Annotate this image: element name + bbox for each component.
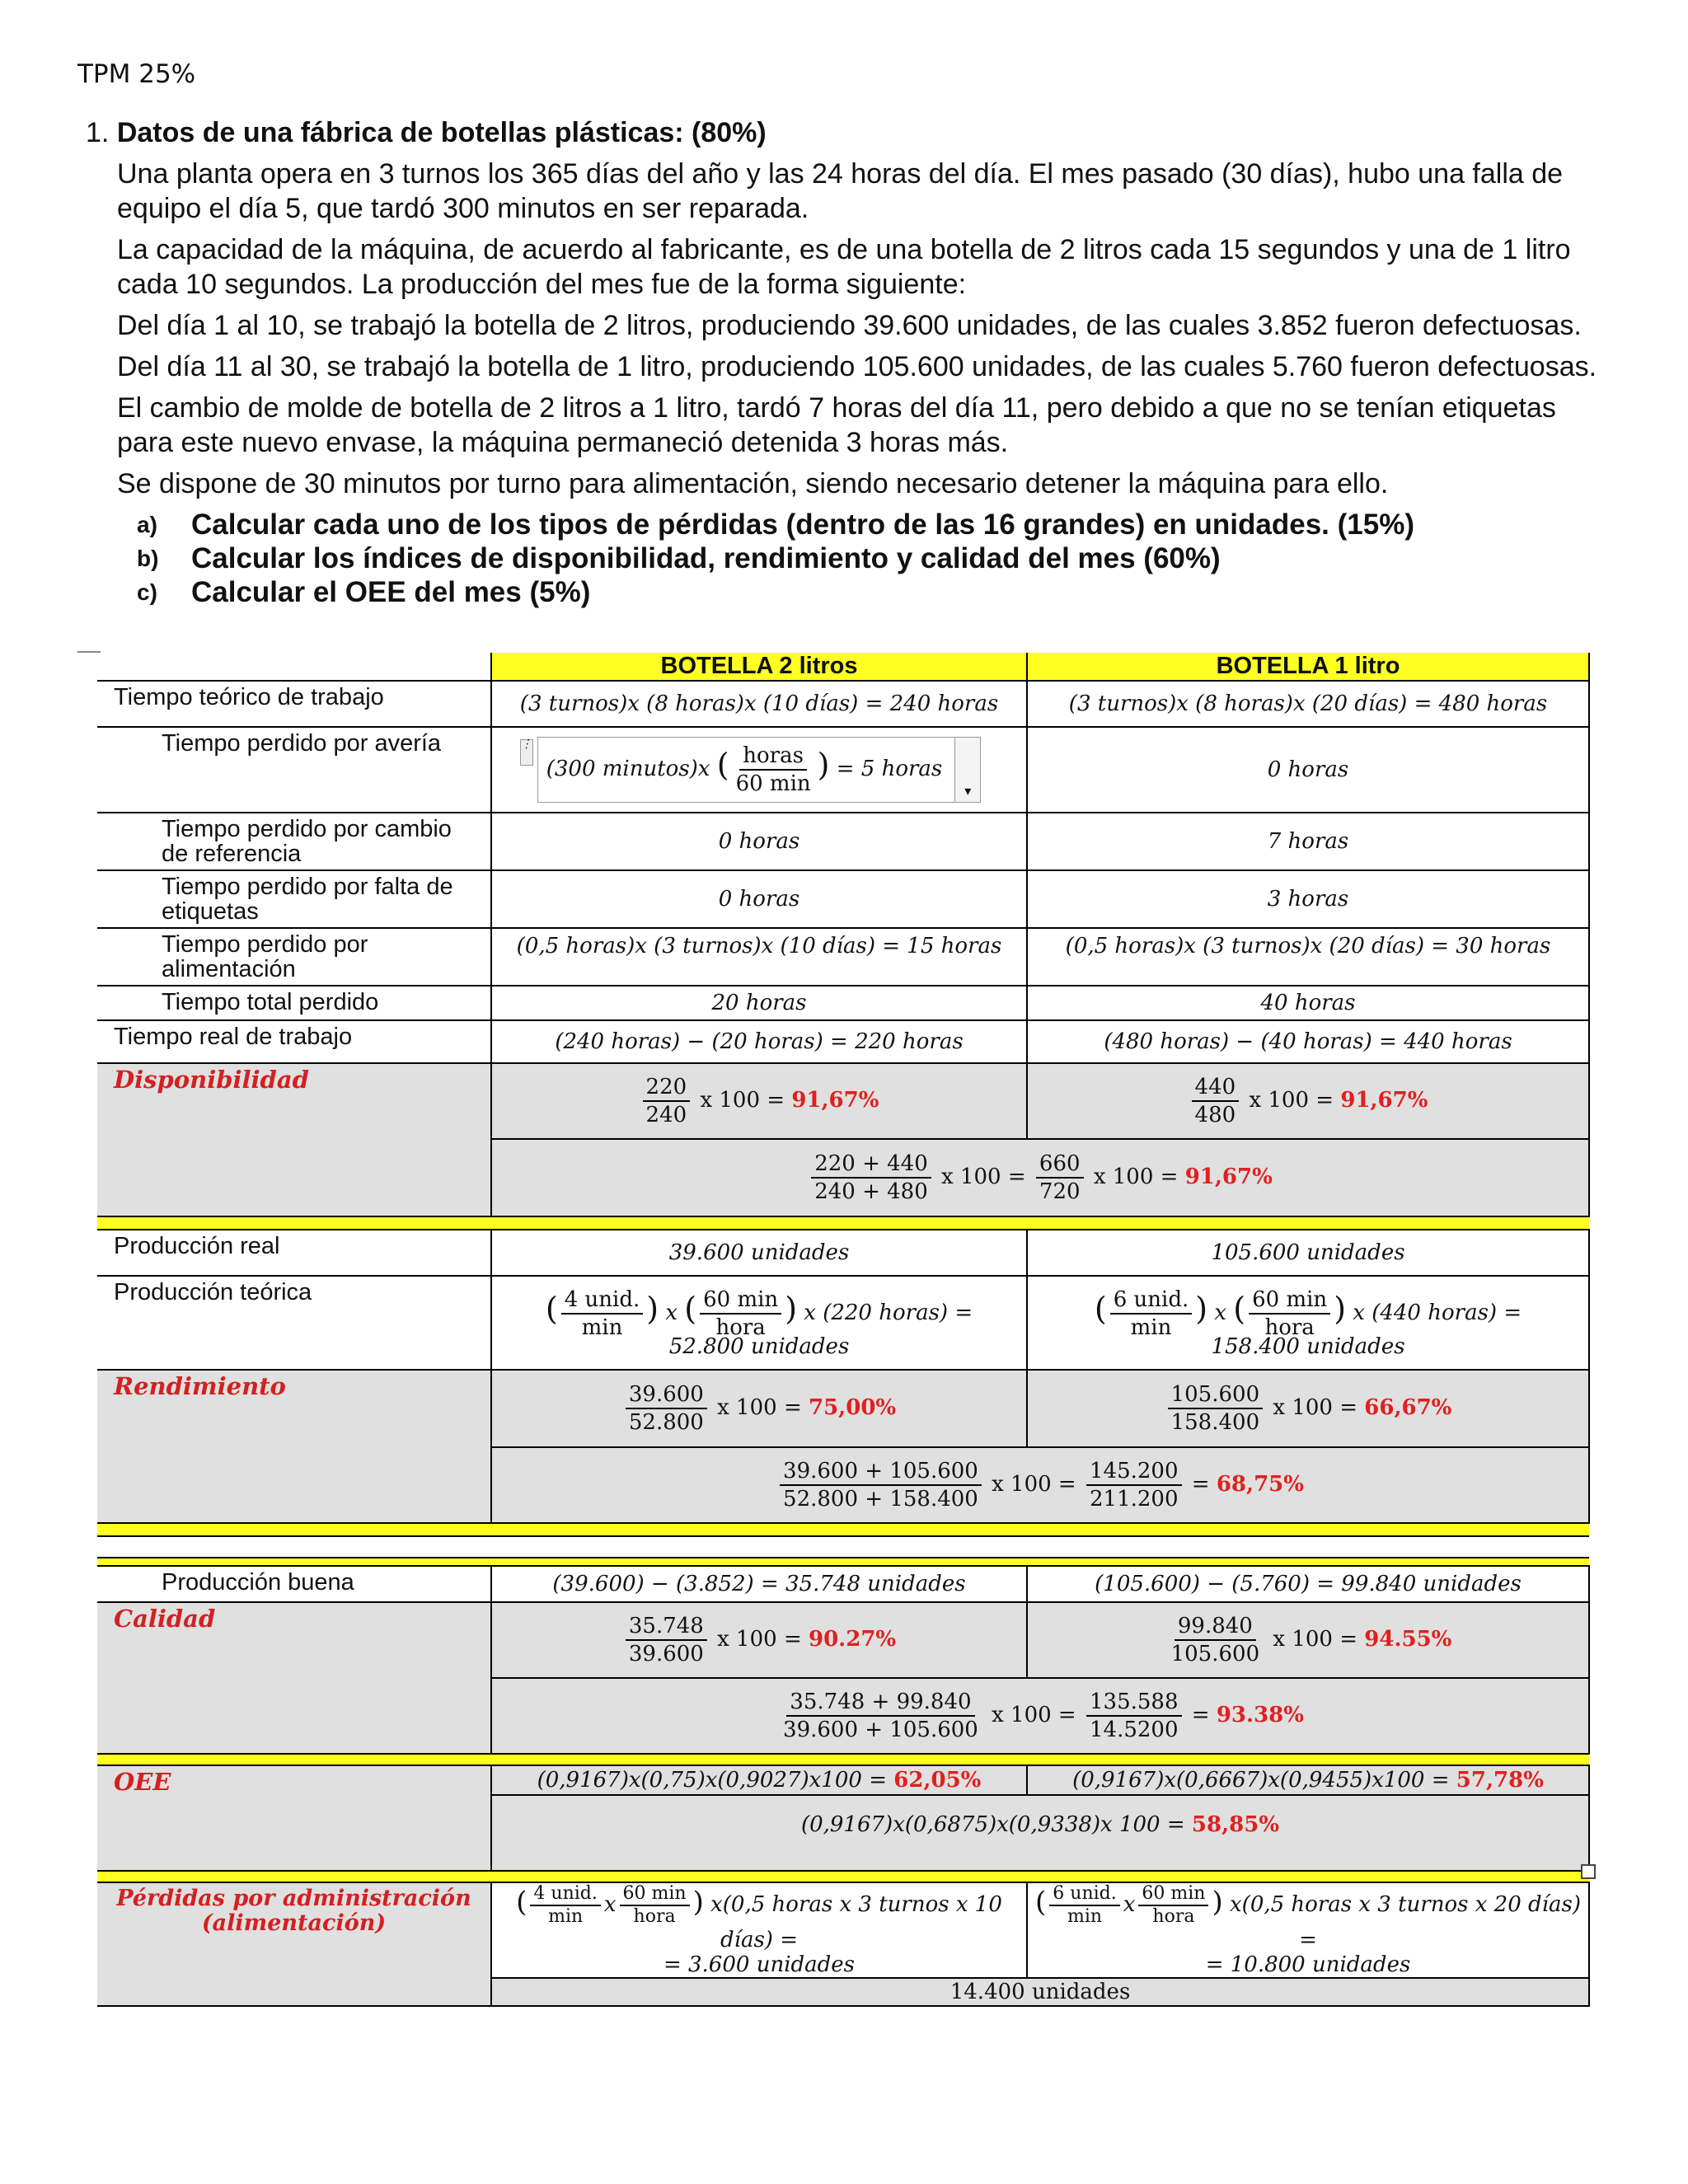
row-label-prod-teorica: Producción teórica (97, 1276, 491, 1370)
question-text: Calcular los índices de disponibilidad, rendimiento y calidad del mes (60%) (191, 542, 1221, 574)
cal-1l-result: 94.55% (1364, 1627, 1452, 1652)
op: x 100 = (1273, 1395, 1357, 1420)
perd-total: 14.400 unidades (491, 1978, 1589, 2006)
resize-handle[interactable] (1581, 1864, 1596, 1879)
row-label-cambio: Tiempo perdido por cambio de referencia (97, 813, 491, 870)
paragraph: El cambio de molde de botella de 2 litros a 1 litro, tardó 7 horas del día 11, pero debido a que no se tenían etiquetas para este nuevo envase, la máquina permaneció detenida 3 horas más. (117, 392, 1556, 458)
paragraph: Una planta opera en 3 turnos los 365 días del año y las 24 horas del día. El mes pasado (30 días), hubo una falla de equipo el día 5, que tardó 300 minutos en ser reparada. (117, 158, 1564, 224)
question-letter: c) (137, 579, 157, 605)
fraction (530, 1883, 600, 1928)
fraction (733, 743, 814, 797)
frac-num: 60 min (700, 1286, 781, 1315)
op: = (1191, 1703, 1210, 1727)
header-empty (97, 653, 491, 681)
row-label-rendimiento: Rendimiento (97, 1370, 491, 1523)
problem-title (86, 115, 1602, 150)
fraction (780, 1689, 982, 1743)
frac-den: hora (715, 1315, 766, 1340)
prod-teorica-2l: ( $\frac{\text{4 unid.}}{\min}$ ) x ( $\frac{60 \min}{\text{hora}}$ ) x (220 horas) = 52.800 unidades (491, 1276, 1027, 1370)
rend-1l (1027, 1370, 1589, 1447)
rend-2l (491, 1370, 1027, 1447)
row-label-total: Tiempo total perdido (97, 986, 491, 1020)
rend-total (491, 1447, 1589, 1523)
frac-den: min (548, 1906, 584, 1927)
disp-2l-result: 91,67% (791, 1088, 879, 1113)
question-list (117, 508, 1602, 609)
prod-teorica-2l-post: x (220 horas) = (804, 1301, 973, 1325)
frac-num: 135.588 (1086, 1689, 1182, 1717)
frac-num: 4 unid. (561, 1286, 644, 1315)
fraction (620, 1883, 690, 1928)
frac-den: 158.400 (1170, 1410, 1260, 1435)
question-item (137, 541, 1602, 575)
row-label-calidad: Calidad (97, 1602, 491, 1754)
disp-1l-result: 91,67% (1340, 1088, 1428, 1113)
disp-1l (1027, 1063, 1589, 1139)
fraction (811, 1151, 931, 1205)
row-label-perdidas: Pérdidas por administración (alimentación) (97, 1882, 491, 2006)
frac-num: 145.200 (1086, 1458, 1182, 1486)
equation-box[interactable] (520, 737, 982, 803)
frac-num: 60 min (1249, 1286, 1330, 1315)
separator (97, 1216, 1589, 1230)
row-label-alimentacion: Tiempo perdido por alimentación (97, 928, 491, 986)
question-text: Calcular cada uno de los tipos de pérdidas (dentro de las 16 grandes) en unidades. (15%) (191, 509, 1414, 541)
paragraph: La capacidad de la máquina, de acuerdo al fabricante, es de una botella de 2 litros cada 15 segundos y una de 1 litro cada 10 segundos. La producción del mes fue de la forma siguiente: (117, 234, 1571, 300)
problem-statement (86, 115, 1602, 609)
prod-real-1l: 105.600 unidades (1027, 1230, 1589, 1276)
op: x 100 = (717, 1627, 802, 1652)
paren: ( (716, 747, 729, 783)
frac-num: 6 unid. (1110, 1286, 1193, 1315)
frac-den: hora (633, 1906, 676, 1927)
perd-2l-post: x(0,5 horas x 3 turnos x 10 días) = (710, 1892, 1002, 1952)
row-label-etiquetas: Tiempo perdido por falta de etiquetas (97, 870, 491, 928)
frac-num: 35.748 (626, 1613, 707, 1641)
perd-2l: ( $\frac{\text{4 unid.}}{\min}$ x $\frac{60 \min}{\text{hora}}$ ) x(0,5 horas x 3 turnos x 10 días) = = 3.600 unidades (491, 1882, 1027, 1978)
fraction (626, 1613, 707, 1667)
prod-real-2l: 39.600 unidades (491, 1230, 1027, 1276)
op: x 100 = (1249, 1088, 1334, 1113)
rend-2l-result: 75,00% (809, 1395, 897, 1420)
oee-2l (491, 1765, 1027, 1795)
frac-num: 39.600 (626, 1381, 707, 1409)
frac-num: 660 (1036, 1151, 1084, 1179)
fraction (1110, 1286, 1193, 1341)
question-item (137, 508, 1602, 541)
frac-den: hora (1264, 1315, 1315, 1340)
question-text: Calcular el OEE del mes (5%) (191, 576, 591, 608)
total-1l: 40 horas (1027, 986, 1589, 1020)
frac-num: 60 min (1138, 1883, 1208, 1906)
question-item (137, 575, 1602, 609)
frac-den: 14.5200 (1089, 1718, 1179, 1742)
op: x (1214, 1301, 1227, 1325)
oee-total-result: 58,85% (1191, 1812, 1280, 1837)
frac-num: 6 unid. (1049, 1883, 1119, 1906)
prod-teorica-1l-post: x (440 horas) = (1353, 1301, 1522, 1325)
fraction (1168, 1381, 1264, 1436)
spacer (97, 1536, 1589, 1558)
oee-1l (1027, 1765, 1589, 1795)
real-1l: (480 horas) − (40 horas) = 440 horas (1027, 1020, 1589, 1063)
averia-2l (491, 727, 1027, 813)
problem-number: 1. (86, 117, 110, 148)
separator (97, 1558, 1589, 1566)
tiempo-teorico-1l: (3 turnos)x (8 horas)x (20 días) = 480 horas (1027, 681, 1589, 727)
fraction (1036, 1151, 1084, 1205)
op: = (1191, 1472, 1210, 1497)
op: x 100 = (1093, 1165, 1179, 1189)
frac-den: 105.600 (1170, 1642, 1260, 1666)
fraction (1138, 1883, 1208, 1928)
col-header-2l: BOTELLA 2 litros (491, 653, 1027, 681)
drag-handle-icon[interactable]: ⋮ (520, 739, 533, 766)
perd-1l-post: x(0,5 horas x 3 turnos x 20 días) = (1230, 1892, 1581, 1952)
row-label-real: Tiempo real de trabajo (97, 1020, 491, 1063)
fraction (1249, 1286, 1330, 1341)
page-header: TPM 25% (77, 59, 196, 89)
row-label-oee: OEE (97, 1765, 491, 1871)
frac-den: min (1130, 1315, 1172, 1340)
paragraph: Del día 11 al 30, se trabajó la botella de 1 litro, produciendo 105.600 unidades, de las cuales 5.760 fueron defectuosas. (117, 351, 1597, 382)
frac-num: 4 unid. (530, 1883, 600, 1906)
row-label-averia: Tiempo perdido por avería (97, 727, 491, 813)
frac-den: 52.800 + 158.400 (783, 1487, 978, 1511)
frac-den: 720 (1039, 1179, 1081, 1204)
perd-1l: ( $\frac{\text{6 unid.}}{\min}$ x $\frac{60 \min}{\text{hora}}$ ) x(0,5 horas x 3 turnos x 20 días) = = 10.800 unidades (1027, 1882, 1589, 1978)
col-header-1l: BOTELLA 1 litro (1027, 653, 1589, 681)
frac-den: 240 (645, 1103, 687, 1127)
frac-den: 60 min (735, 771, 811, 796)
cambio-2l: 0 horas (491, 813, 1027, 870)
frac-den: 211.200 (1089, 1487, 1179, 1511)
question-letter: a) (137, 512, 157, 537)
fraction (700, 1286, 781, 1341)
op: x 100 = (941, 1165, 1026, 1189)
frac-den: min (581, 1315, 623, 1340)
op: x 100 = (700, 1088, 785, 1113)
fraction (1086, 1689, 1182, 1743)
cambio-1l: 7 horas (1027, 813, 1589, 870)
disp-2l (491, 1063, 1027, 1139)
op: x (665, 1301, 678, 1325)
fraction (626, 1381, 707, 1436)
disp-total (491, 1139, 1589, 1216)
perd-1l-result: = 10.800 unidades (1205, 1952, 1411, 1977)
alimentacion-1l: (0,5 horas)x (3 turnos)x (20 días) = 30 horas (1027, 928, 1589, 986)
rend-total-result: 68,75% (1216, 1472, 1304, 1497)
problem-title-text: Datos de una fábrica de botellas plásticas: (80%) (116, 117, 767, 148)
frac-den: 52.800 (628, 1410, 704, 1435)
op: x 100 = (992, 1472, 1076, 1497)
perd-2l-result: = 3.600 unidades (663, 1952, 856, 1977)
paren: ) (817, 747, 830, 783)
averia-post: = 5 horas (836, 757, 943, 781)
frac-num: 220 + 440 (811, 1151, 931, 1179)
tiempo-teorico-2l: (3 turnos)x (8 horas)x (10 días) = 240 horas (491, 681, 1027, 727)
etiquetas-1l: 3 horas (1027, 870, 1589, 928)
op: x 100 = (992, 1703, 1076, 1727)
alimentacion-2l: (0,5 horas)x (3 turnos)x (10 días) = 15 horas (491, 928, 1027, 986)
cal-2l (491, 1602, 1027, 1678)
fraction (1086, 1458, 1182, 1512)
row-label-prod-real: Producción real (97, 1230, 491, 1276)
fraction (1049, 1883, 1119, 1928)
frac-den: 240 + 480 (814, 1179, 928, 1204)
oee-total (491, 1795, 1589, 1871)
frac-num: 105.600 (1168, 1381, 1264, 1409)
frac-num: 35.748 + 99.840 (786, 1689, 974, 1717)
frac-den: 480 (1194, 1103, 1236, 1127)
calculation-table (97, 653, 1590, 2007)
etiquetas-2l: 0 horas (491, 870, 1027, 928)
separator (97, 1523, 1589, 1536)
cal-1l (1027, 1602, 1589, 1678)
rend-1l-result: 66,67% (1364, 1395, 1452, 1420)
oee-2l-expr: (0,9167)x(0,75)x(0,9027)x100 = (537, 1768, 887, 1793)
prod-teorica-1l-result: 158.400 unidades (1211, 1334, 1405, 1359)
disp-total-result: 91,67% (1184, 1165, 1273, 1189)
frac-num: 60 min (620, 1883, 690, 1906)
dropdown-arrow-icon[interactable]: ▾ (954, 738, 980, 802)
averia-pre: (300 minutos)x (546, 757, 710, 781)
row-label-disponibilidad: Disponibilidad (97, 1063, 491, 1216)
frac-den: min (1067, 1906, 1103, 1927)
oee-2l-result: 62,05% (893, 1768, 982, 1793)
frac-num: 99.840 (1175, 1613, 1256, 1641)
prod-buena-2l: (39.600) − (3.852) = 35.748 unidades (491, 1566, 1027, 1602)
oee-total-expr: (0,9167)x(0,6875)x(0,9338)x 100 = (800, 1812, 1185, 1837)
fraction (643, 1074, 691, 1128)
frac-num: 220 (643, 1074, 691, 1102)
prod-teorica-1l: ( $\frac{\text{6 unid.}}{\min}$ ) x ( $\frac{60 \min}{\text{hora}}$ ) x (440 horas) = 158.400 unidades (1027, 1276, 1589, 1370)
cal-total-result: 93.38% (1216, 1703, 1304, 1727)
frac-num: 440 (1192, 1074, 1240, 1102)
averia-1l: 0 horas (1027, 727, 1589, 813)
oee-1l-expr: (0,9167)x(0,6667)x(0,9455)x100 = (1072, 1768, 1450, 1793)
cal-total (491, 1678, 1589, 1754)
prod-teorica-2l-result: 52.800 unidades (668, 1334, 850, 1359)
row-label-tiempo-teorico: Tiempo teórico de trabajo (97, 681, 491, 727)
real-2l: (240 horas) − (20 horas) = 220 horas (491, 1020, 1027, 1063)
oee-1l-result: 57,78% (1456, 1768, 1544, 1793)
frac-num: 39.600 + 105.600 (780, 1458, 982, 1486)
fraction (1192, 1074, 1240, 1128)
frac-den: 39.600 + 105.600 (783, 1718, 978, 1742)
op: x 100 = (1273, 1627, 1357, 1652)
question-letter: b) (137, 546, 159, 571)
problem-paragraphs (117, 157, 1602, 609)
separator (97, 1754, 1589, 1765)
op: x 100 = (717, 1395, 802, 1420)
prod-buena-1l: (105.600) − (5.760) = 99.840 unidades (1027, 1566, 1589, 1602)
separator (97, 1871, 1589, 1882)
fraction (780, 1458, 982, 1512)
row-label-prod-buena: Producción buena (97, 1566, 491, 1602)
paragraph: Del día 1 al 10, se trabajó la botella de 2 litros, produciendo 39.600 unidades, de las cuales 3.852 fueron defectuosas. (117, 310, 1582, 341)
total-2l: 20 horas (491, 986, 1027, 1020)
frac-den: 39.600 (628, 1642, 704, 1666)
fraction (1168, 1613, 1264, 1667)
paragraph: Se dispone de 30 minutos por turno para alimentación, siendo necesario detener la máquina para ello. (117, 468, 1389, 499)
frac-num: horas (739, 743, 807, 771)
cal-2l-result: 90.27% (809, 1627, 897, 1652)
fraction (561, 1286, 644, 1341)
frac-den: hora (1152, 1906, 1195, 1927)
